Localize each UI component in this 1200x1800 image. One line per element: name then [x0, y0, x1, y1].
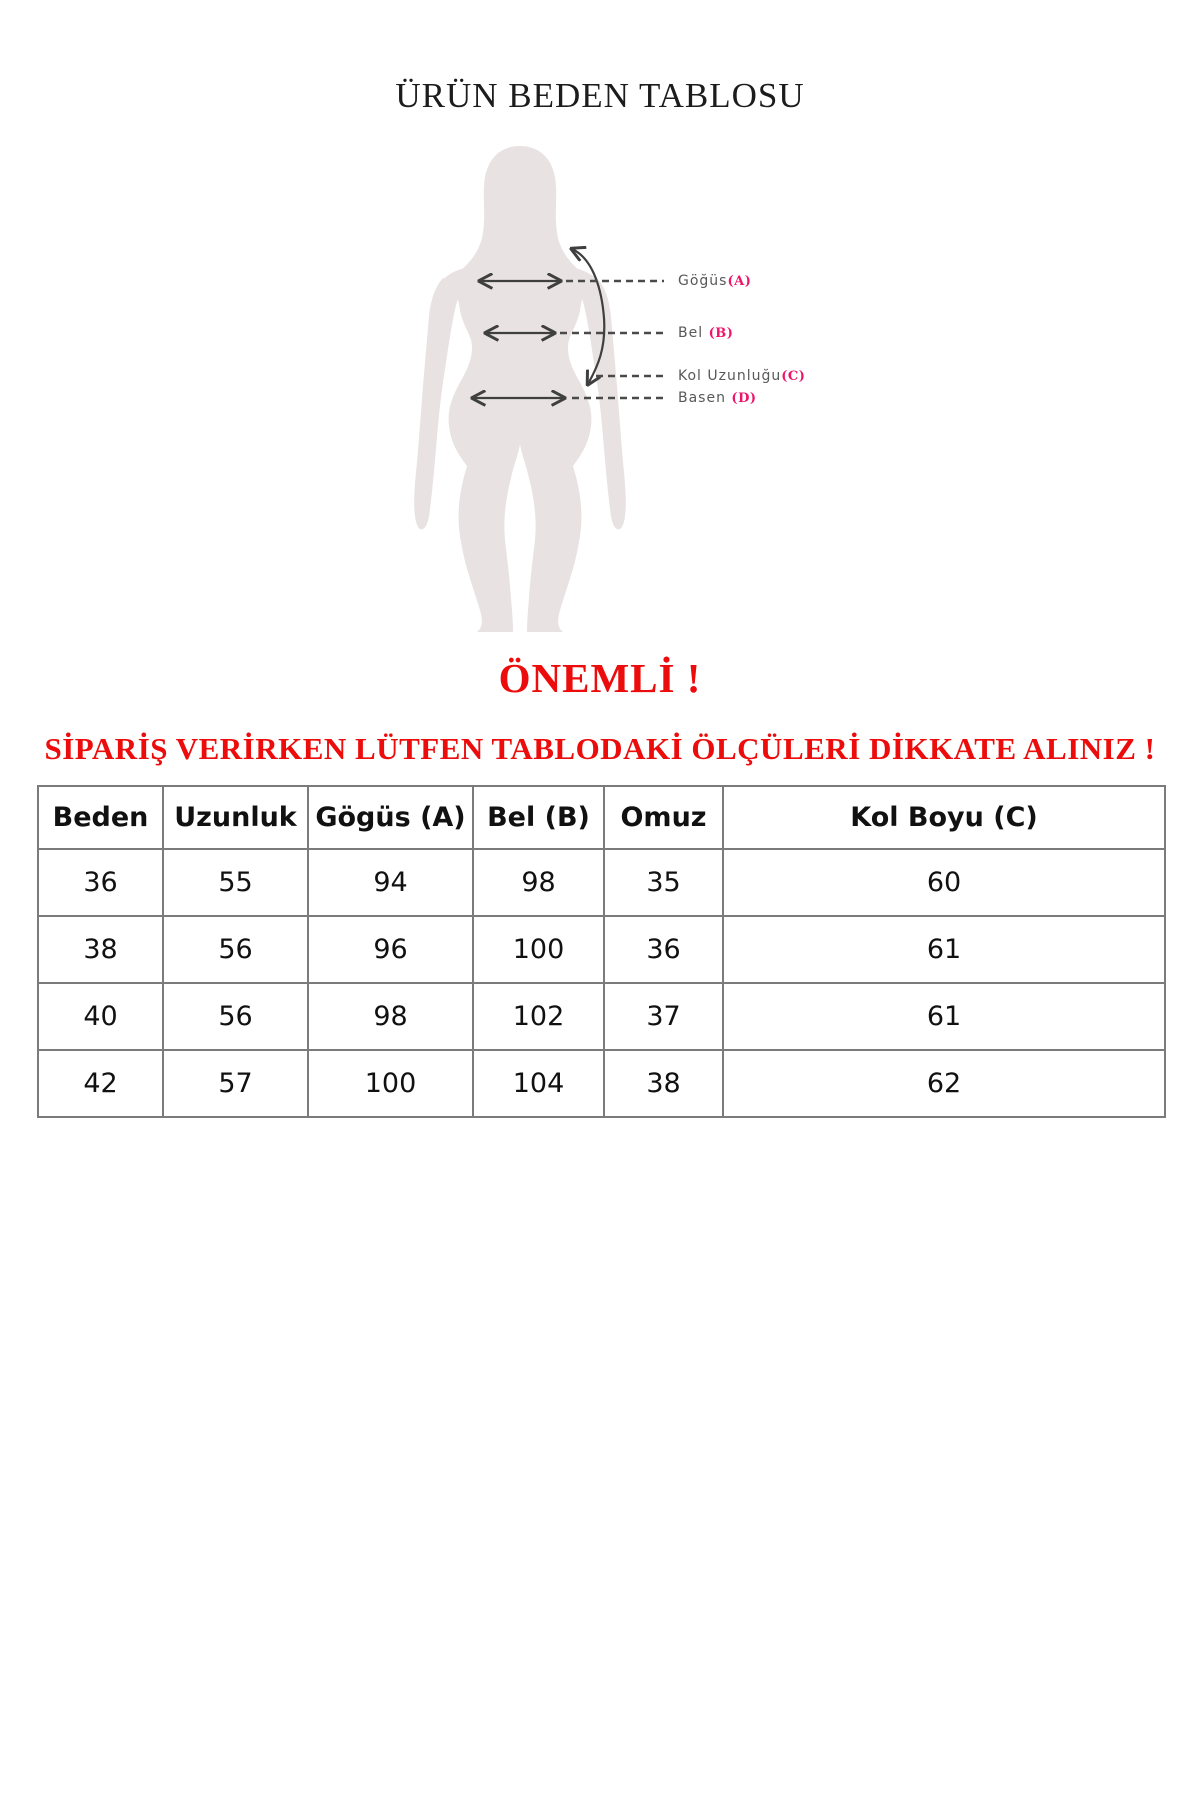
table-cell: 60	[723, 849, 1165, 916]
table-row	[38, 983, 1165, 1050]
table-cell: 37	[604, 983, 723, 1050]
table-cell: 96	[308, 916, 473, 983]
table-cell: 57	[163, 1050, 308, 1117]
table-cell: 42	[38, 1050, 163, 1117]
table-cell: 104	[473, 1050, 604, 1117]
silhouette-body	[443, 226, 597, 632]
table-cell: 40	[38, 983, 163, 1050]
table-cell: 61	[723, 983, 1165, 1050]
chest-label	[678, 273, 751, 289]
size-table	[37, 785, 1166, 1118]
table-cell: 56	[163, 983, 308, 1050]
table-row	[38, 916, 1165, 983]
header-cell-kol-boyu: Kol Boyu (C)	[723, 786, 1165, 849]
table-cell: 35	[604, 849, 723, 916]
table-cell: 94	[308, 849, 473, 916]
table-cell: 100	[473, 916, 604, 983]
hip-label-text: Basen	[678, 390, 732, 406]
table-cell: 56	[163, 916, 308, 983]
table-cell: 36	[604, 916, 723, 983]
warning-text: SİPARİŞ VERİRKEN LÜTFEN TABLODAKİ ÖLÇÜLERİ DİKKATE ALINIZ !	[44, 731, 1156, 766]
size-table-header-row	[38, 786, 1165, 849]
table-cell: 102	[473, 983, 604, 1050]
header-cell-omuz: Omuz	[604, 786, 723, 849]
hip-label	[678, 390, 757, 406]
arm-length-arrow	[572, 249, 604, 384]
arm-length-label-text: Kol Uzunluğu	[678, 368, 782, 384]
table-cell: 38	[38, 916, 163, 983]
arm-length-label	[678, 368, 805, 384]
header-cell-beden: Beden	[38, 786, 163, 849]
table-cell: 36	[38, 849, 163, 916]
table-row	[38, 849, 1165, 916]
header-cell-uzunluk: Uzunluk	[163, 786, 308, 849]
table-row	[38, 1050, 1165, 1117]
chest-label-letter: (A)	[727, 274, 752, 289]
header-cell-gogus: Gögüs (A)	[308, 786, 473, 849]
header-cell-bel: Bel (B)	[473, 786, 604, 849]
silhouette-right-arm	[581, 278, 626, 529]
silhouette-head	[460, 146, 580, 278]
arm-length-label-letter: (C)	[781, 369, 806, 384]
table-cell: 61	[723, 916, 1165, 983]
table-cell: 100	[308, 1050, 473, 1117]
table-cell: 98	[473, 849, 604, 916]
waist-label-letter: (B)	[708, 326, 734, 341]
hip-label-letter: (D)	[731, 391, 757, 406]
table-cell: 98	[308, 983, 473, 1050]
silhouette-left-arm	[414, 278, 459, 529]
table-cell: 55	[163, 849, 308, 916]
chest-label-text: Göğüs	[678, 273, 728, 289]
table-cell: 38	[604, 1050, 723, 1117]
table-cell: 62	[723, 1050, 1165, 1117]
important-heading: ÖNEMLİ !	[498, 655, 702, 701]
waist-label-text: Bel	[678, 325, 709, 341]
page-title: ÜRÜN BEDEN TABLOSU	[395, 76, 805, 115]
waist-label	[678, 325, 733, 341]
